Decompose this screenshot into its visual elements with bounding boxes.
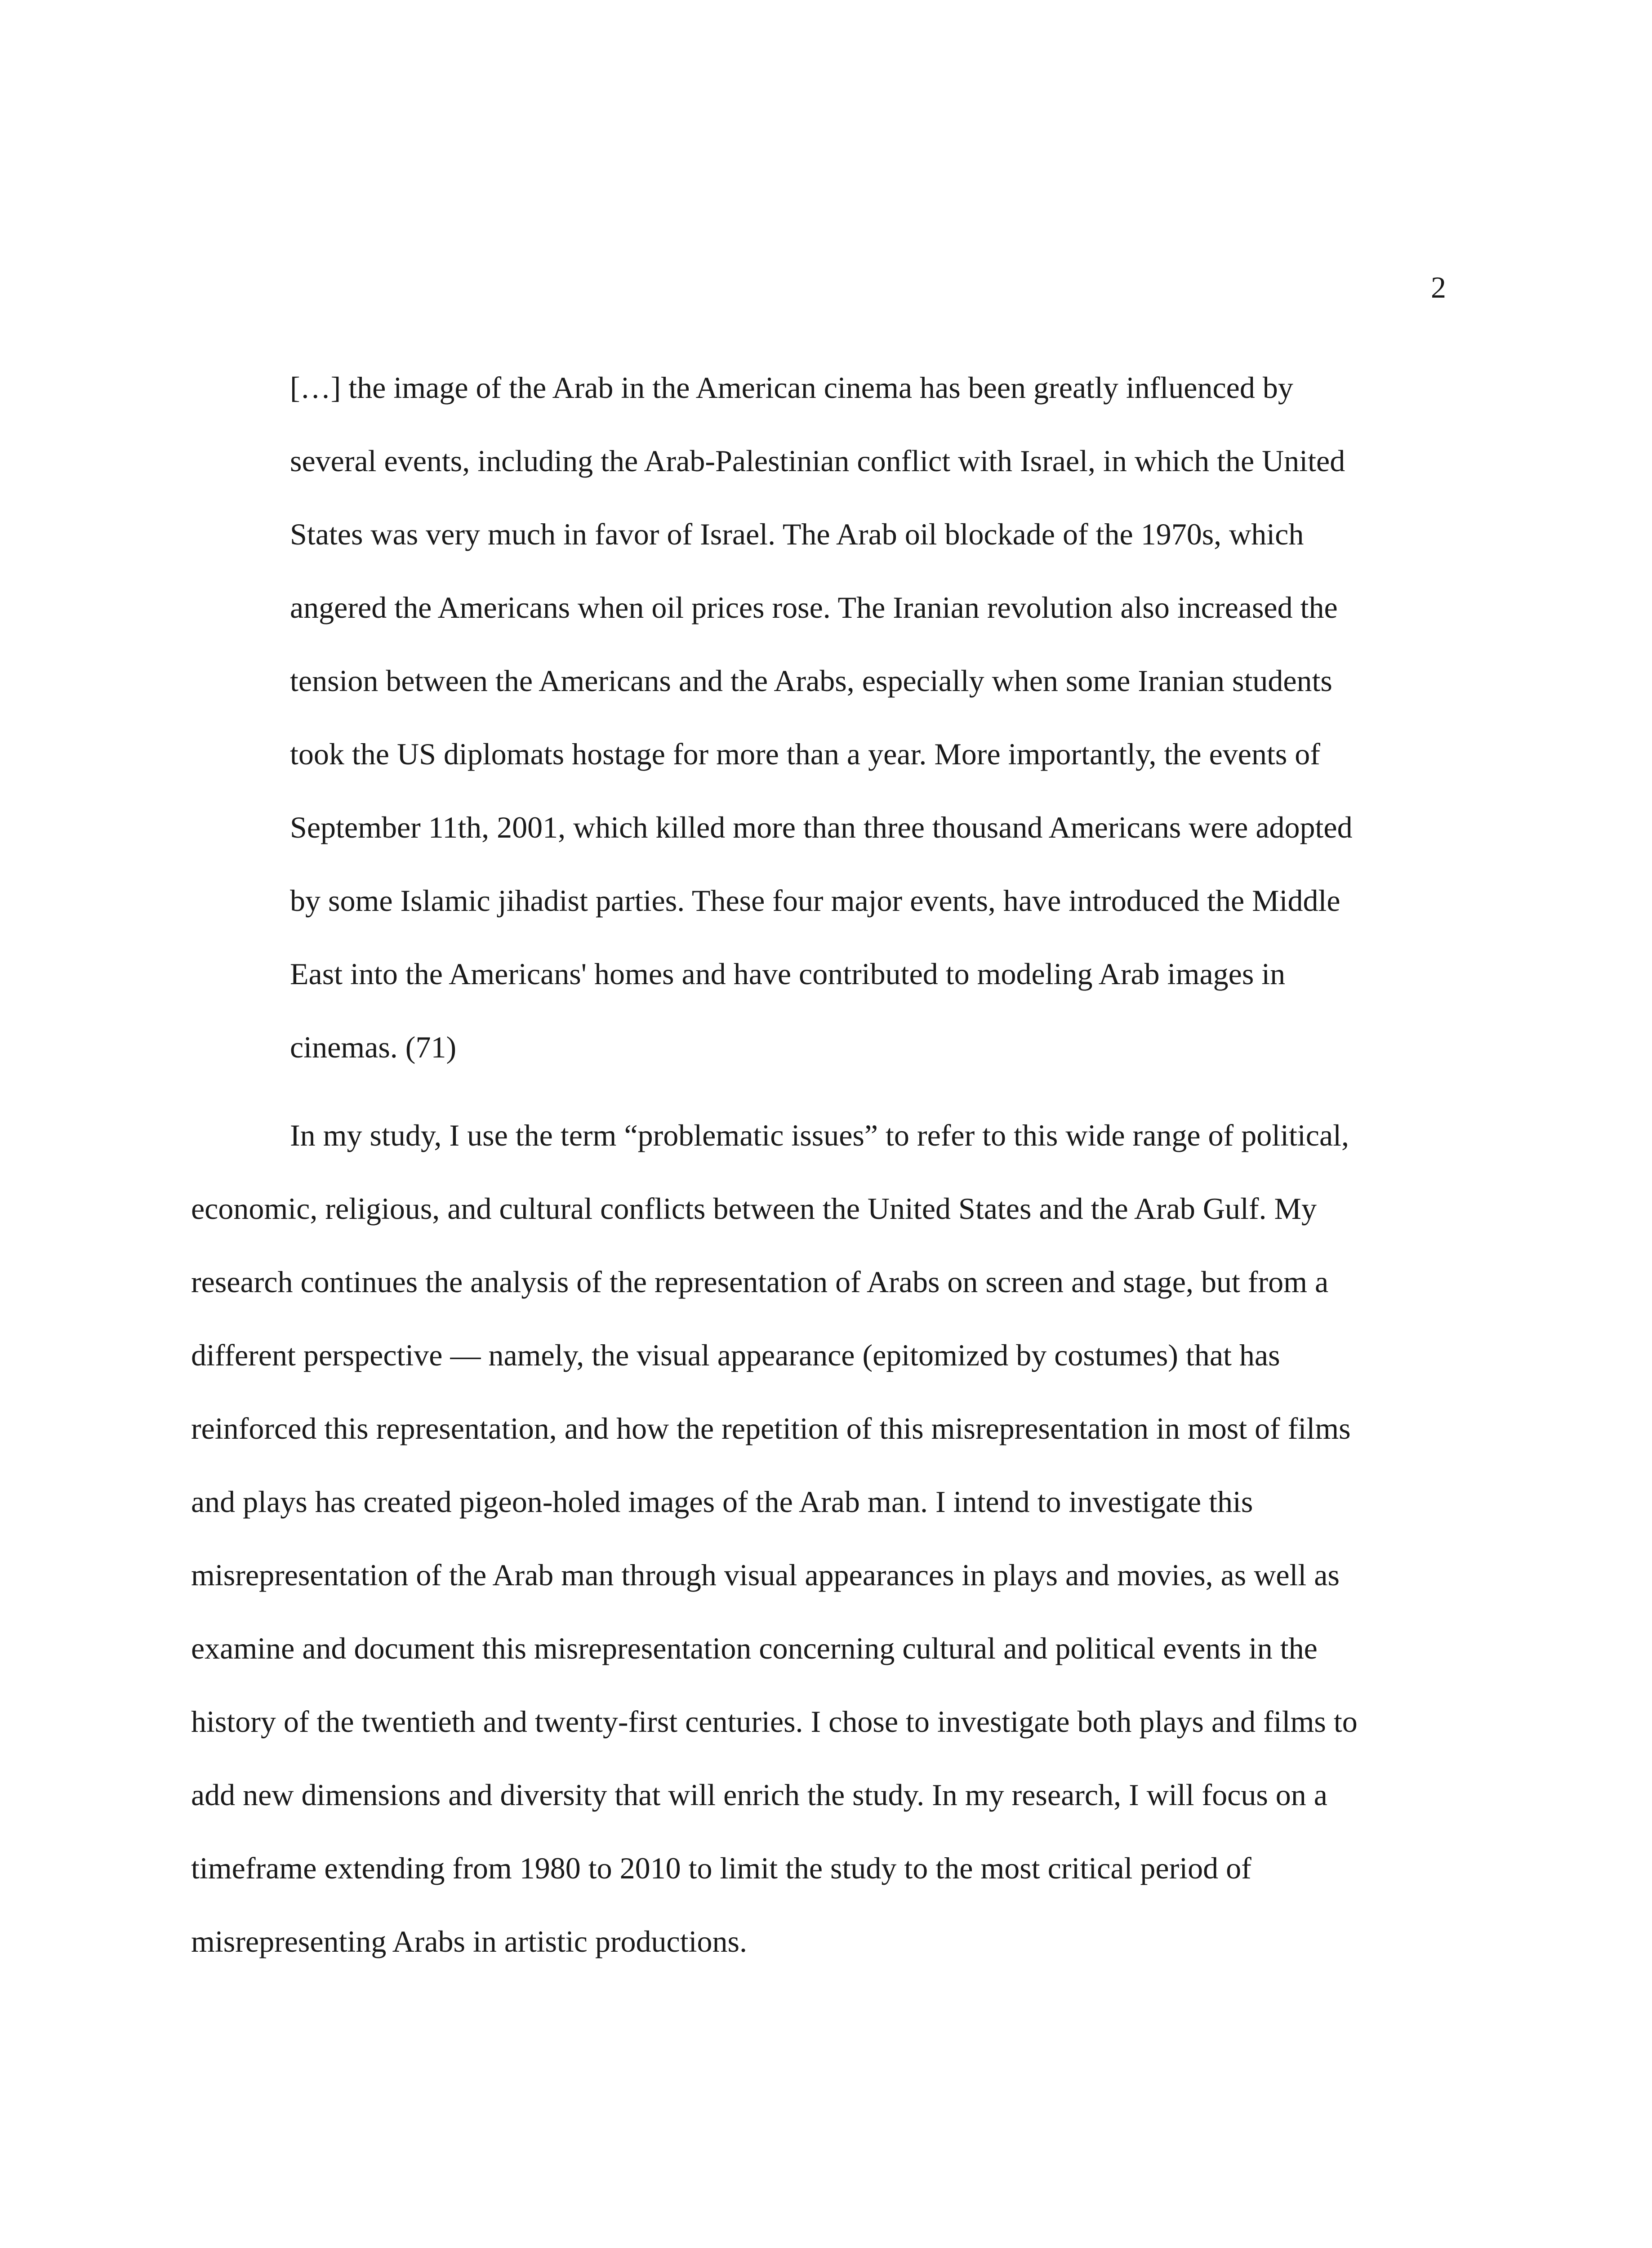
- block-quote-line: tension between the Americans and the Arabs, especially when some Iranian students: [290, 664, 1332, 698]
- paragraph-line: misrepresentation of the Arab man through visual appearances in plays and movies, as well as: [191, 1558, 1340, 1592]
- block-quote-line: angered the Americans when oil prices rose. The Iranian revolution also increased the: [290, 590, 1338, 624]
- paragraph-line: timeframe extending from 1980 to 2010 to limit the study to the most critical period of: [191, 1851, 1251, 1885]
- paragraph-line: and plays has created pigeon-holed images of the Arab man. I intend to investigate this: [191, 1485, 1253, 1519]
- block-quote-line: several events, including the Arab-Palestinian conflict with Israel, in which the United: [290, 444, 1345, 478]
- paragraph-line: misrepresenting Arabs in artistic productions.: [191, 1924, 747, 1958]
- block-quote-line: […] the image of the Arab in the American cinema has been greatly influenced by: [290, 370, 1293, 405]
- paragraph-line: history of the twentieth and twenty-first centuries. I chose to investigate both plays and films to: [191, 1704, 1358, 1739]
- paragraph-line: economic, religious, and cultural conflicts between the United States and the Arab Gulf. My: [191, 1191, 1317, 1226]
- paragraph-line: In my study, I use the term “problematic issues” to refer to this wide range of political,: [290, 1118, 1349, 1152]
- block-quote-line: by some Islamic jihadist parties. These four major events, have introduced the Middle: [290, 883, 1340, 918]
- block-quote-line: States was very much in favor of Israel. The Arab oil blockade of the 1970s, which: [290, 517, 1304, 551]
- paragraph-line: research continues the analysis of the representation of Arabs on screen and stage, but from a: [191, 1265, 1329, 1299]
- paragraph-line: different perspective — namely, the visual appearance (epitomized by costumes) that has: [191, 1338, 1280, 1372]
- block-quote-line: cinemas. (71): [290, 1030, 457, 1064]
- paragraph-line: examine and document this misrepresentation concerning cultural and political events in the: [191, 1631, 1318, 1665]
- paragraph-line: add new dimensions and diversity that will enrich the study. In my research, I will focus on a: [191, 1778, 1327, 1812]
- paragraph-line: reinforced this representation, and how the repetition of this misrepresentation in most of films: [191, 1411, 1351, 1445]
- page-number: 2: [1431, 270, 1446, 304]
- block-quote-line: East into the Americans' homes and have contributed to modeling Arab images in: [290, 957, 1286, 991]
- block-quote-line: September 11th, 2001, which killed more than three thousand Americans were adopted: [290, 810, 1353, 844]
- block-quote-line: took the US diplomats hostage for more than a year. More importantly, the events of: [290, 737, 1320, 771]
